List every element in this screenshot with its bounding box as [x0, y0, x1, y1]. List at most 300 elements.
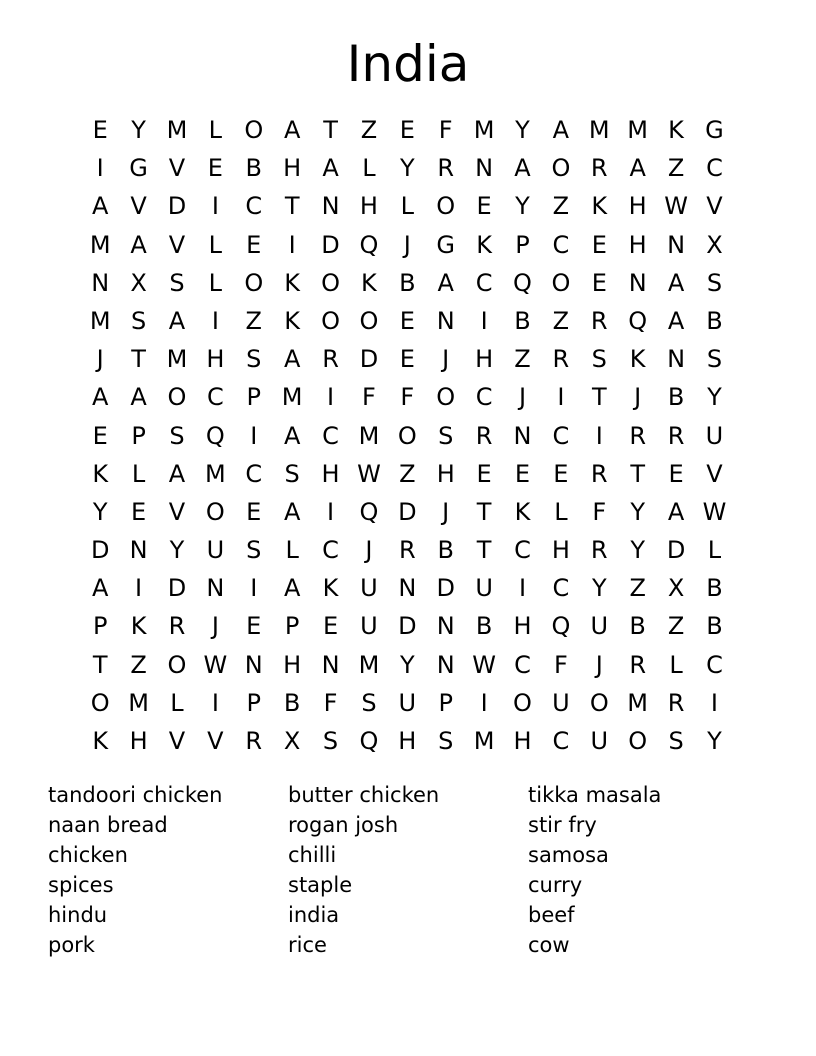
- letter-cell[interactable]: K: [514, 497, 531, 526]
- letter-cell[interactable]: I: [480, 306, 488, 335]
- letter-cell[interactable]: A: [283, 574, 301, 603]
- letter-cell[interactable]: V: [168, 497, 186, 526]
- letter-cell[interactable]: H: [129, 727, 148, 755]
- grid-row: [81, 455, 735, 493]
- letter-cell[interactable]: D: [167, 574, 187, 603]
- letter-cell[interactable]: E: [246, 612, 262, 641]
- letter-cell[interactable]: S: [322, 727, 339, 755]
- letter-cell[interactable]: M: [281, 383, 303, 412]
- letter-cell[interactable]: K: [591, 192, 608, 221]
- letter-cell[interactable]: Y: [707, 383, 722, 412]
- letter-cell[interactable]: Q: [551, 612, 571, 641]
- letter-cell[interactable]: M: [588, 116, 610, 144]
- letter-cell[interactable]: I: [288, 230, 296, 259]
- letter-cell[interactable]: J: [595, 650, 603, 679]
- letter-cell[interactable]: O: [359, 306, 379, 335]
- letter-cell[interactable]: K: [284, 306, 301, 335]
- letter-cell[interactable]: M: [627, 116, 649, 144]
- letter-cell[interactable]: O: [628, 727, 648, 755]
- letter-cell[interactable]: W: [472, 650, 496, 679]
- letter-cell[interactable]: L: [131, 459, 146, 488]
- letter-cell[interactable]: S: [130, 306, 147, 335]
- letter-cell[interactable]: I: [327, 383, 335, 412]
- letter-cell[interactable]: J: [365, 536, 373, 565]
- letter-cell[interactable]: J: [403, 230, 411, 259]
- letter-cell[interactable]: K: [92, 459, 109, 488]
- letter-cell[interactable]: R: [667, 421, 685, 450]
- letter-cell[interactable]: I: [327, 497, 335, 526]
- letter-cell[interactable]: X: [283, 727, 301, 755]
- letter-cell[interactable]: A: [168, 306, 186, 335]
- letter-cell[interactable]: O: [90, 688, 110, 717]
- letter-cell[interactable]: E: [476, 459, 492, 488]
- letter-cell[interactable]: D: [666, 536, 686, 565]
- letter-cell[interactable]: L: [170, 688, 184, 717]
- letter-cell[interactable]: M: [89, 306, 111, 335]
- letter-cell[interactable]: R: [322, 345, 339, 374]
- letter-cell[interactable]: P: [246, 688, 261, 717]
- letter-cell[interactable]: R: [168, 612, 186, 641]
- letter-cell[interactable]: O: [513, 688, 532, 717]
- letter-cell[interactable]: O: [551, 268, 571, 297]
- letter-cell[interactable]: E: [246, 497, 262, 526]
- letter-cell[interactable]: T: [630, 459, 645, 488]
- letter-cell[interactable]: I: [250, 421, 258, 450]
- letter-cell[interactable]: A: [130, 230, 147, 259]
- letter-cell[interactable]: U: [398, 688, 417, 717]
- letter-cell[interactable]: Z: [552, 192, 570, 221]
- letter-cell[interactable]: N: [244, 650, 263, 679]
- letter-cell[interactable]: C: [514, 650, 531, 679]
- letter-cell[interactable]: O: [551, 154, 571, 183]
- letter-cell[interactable]: K: [92, 727, 109, 755]
- word-item: curry: [528, 873, 583, 897]
- letter-cell[interactable]: G: [705, 116, 724, 144]
- letter-cell[interactable]: Z: [667, 612, 685, 641]
- letter-cell[interactable]: E: [399, 116, 415, 144]
- letter-cell[interactable]: E: [591, 268, 607, 297]
- letter-cell[interactable]: R: [590, 154, 608, 183]
- word-item: pork: [48, 933, 95, 957]
- letter-cell[interactable]: C: [552, 574, 570, 603]
- letter-cell[interactable]: Y: [92, 497, 108, 526]
- letter-cell[interactable]: P: [92, 612, 108, 641]
- letter-cell[interactable]: V: [168, 154, 186, 183]
- letter-cell[interactable]: S: [246, 536, 262, 565]
- letter-cell[interactable]: O: [321, 268, 340, 297]
- letter-cell[interactable]: T: [92, 650, 108, 679]
- letter-cell[interactable]: R: [437, 154, 455, 183]
- letter-cell[interactable]: O: [436, 383, 456, 412]
- letter-cell[interactable]: Q: [359, 497, 379, 526]
- letter-cell[interactable]: T: [131, 345, 146, 374]
- letter-cell[interactable]: A: [667, 497, 685, 526]
- letter-cell[interactable]: P: [438, 688, 453, 717]
- letter-cell[interactable]: F: [400, 383, 415, 412]
- letter-cell[interactable]: E: [399, 306, 415, 335]
- letter-cell[interactable]: V: [706, 459, 723, 488]
- letter-cell[interactable]: U: [705, 421, 724, 450]
- letter-cell[interactable]: K: [284, 268, 301, 297]
- letter-cell[interactable]: T: [591, 383, 607, 412]
- letter-cell[interactable]: S: [706, 268, 723, 297]
- letter-cell[interactable]: J: [442, 497, 450, 526]
- letter-cell[interactable]: L: [400, 192, 414, 221]
- letter-cell[interactable]: S: [169, 268, 185, 297]
- letter-cell[interactable]: T: [476, 497, 492, 526]
- letter-cell[interactable]: K: [322, 574, 339, 603]
- letter-cell[interactable]: M: [473, 727, 495, 755]
- letter-cell[interactable]: S: [591, 345, 607, 374]
- letter-cell[interactable]: A: [283, 116, 301, 144]
- letter-cell[interactable]: G: [129, 154, 148, 183]
- letter-cell[interactable]: J: [211, 612, 219, 641]
- letter-cell[interactable]: U: [590, 727, 609, 755]
- letter-cell[interactable]: R: [590, 306, 608, 335]
- letter-cell[interactable]: N: [436, 650, 455, 679]
- letter-cell[interactable]: N: [667, 230, 686, 259]
- letter-cell[interactable]: D: [398, 612, 417, 641]
- letter-cell[interactable]: Y: [399, 650, 415, 679]
- letter-cell[interactable]: Z: [629, 574, 646, 603]
- letter-cell[interactable]: V: [706, 192, 723, 221]
- letter-cell[interactable]: Y: [399, 154, 415, 183]
- letter-cell[interactable]: R: [475, 421, 493, 450]
- letter-cell[interactable]: P: [246, 383, 261, 412]
- letter-cell[interactable]: A: [667, 306, 685, 335]
- word-item: hindu: [48, 903, 108, 927]
- letter-cell[interactable]: R: [629, 650, 646, 679]
- letter-cell[interactable]: V: [168, 230, 186, 259]
- letter-cell[interactable]: N: [628, 268, 647, 297]
- letter-cell[interactable]: Y: [630, 497, 645, 526]
- letter-cell[interactable]: W: [664, 192, 688, 221]
- letter-cell[interactable]: L: [208, 230, 223, 259]
- letter-cell[interactable]: V: [207, 727, 224, 755]
- grid-row: [81, 684, 735, 722]
- letter-cell[interactable]: M: [627, 688, 649, 717]
- letter-cell[interactable]: Q: [359, 727, 379, 755]
- letter-cell[interactable]: H: [628, 230, 647, 259]
- letter-cell[interactable]: B: [706, 574, 723, 603]
- letter-cell[interactable]: N: [436, 612, 455, 641]
- letter-cell[interactable]: T: [284, 192, 300, 221]
- letter-cell[interactable]: W: [203, 650, 228, 679]
- letter-cell[interactable]: I: [480, 688, 488, 717]
- letter-cell[interactable]: E: [131, 497, 147, 526]
- letter-cell[interactable]: B: [475, 612, 493, 641]
- letter-cell[interactable]: C: [552, 230, 570, 259]
- letter-cell[interactable]: D: [167, 192, 187, 221]
- letter-cell[interactable]: E: [92, 116, 108, 144]
- letter-cell[interactable]: A: [283, 497, 301, 526]
- letter-cell[interactable]: U: [590, 612, 609, 641]
- letter-cell[interactable]: F: [438, 116, 453, 144]
- letter-cell[interactable]: Y: [169, 536, 185, 565]
- letter-cell[interactable]: N: [667, 345, 686, 374]
- letter-cell[interactable]: N: [321, 650, 340, 679]
- letter-cell[interactable]: A: [168, 459, 186, 488]
- letter-cell[interactable]: L: [669, 650, 683, 679]
- letter-cell[interactable]: U: [552, 688, 570, 717]
- letter-cell[interactable]: A: [629, 154, 646, 183]
- letter-cell[interactable]: N: [398, 574, 417, 603]
- letter-cell[interactable]: N: [475, 154, 494, 183]
- letter-cell[interactable]: Q: [513, 268, 532, 297]
- letter-cell[interactable]: M: [89, 230, 111, 259]
- letter-cell[interactable]: O: [321, 306, 340, 335]
- letter-cell[interactable]: A: [322, 154, 339, 183]
- letter-cell[interactable]: O: [167, 383, 187, 412]
- letter-cell[interactable]: O: [167, 650, 187, 679]
- letter-cell[interactable]: O: [436, 192, 456, 221]
- letter-cell[interactable]: J: [634, 383, 642, 412]
- letter-cell[interactable]: Y: [591, 574, 607, 603]
- letter-cell[interactable]: L: [362, 154, 376, 183]
- letter-cell[interactable]: C: [322, 536, 339, 565]
- letter-cell[interactable]: V: [130, 192, 147, 221]
- letter-cell[interactable]: Z: [552, 306, 570, 335]
- letter-cell[interactable]: F: [323, 688, 338, 717]
- letter-cell[interactable]: O: [205, 497, 225, 526]
- letter-cell[interactable]: C: [245, 192, 263, 221]
- letter-cell[interactable]: G: [436, 230, 456, 259]
- letter-cell[interactable]: A: [437, 268, 454, 297]
- word-item: naan bread: [48, 813, 168, 837]
- letter-cell[interactable]: C: [706, 154, 723, 183]
- letter-cell[interactable]: L: [707, 536, 722, 565]
- letter-cell[interactable]: H: [398, 727, 417, 755]
- letter-cell[interactable]: B: [706, 612, 723, 641]
- letter-cell[interactable]: D: [398, 497, 417, 526]
- letter-cell[interactable]: C: [552, 421, 570, 450]
- letter-cell[interactable]: H: [283, 154, 302, 183]
- letter-cell[interactable]: M: [205, 459, 226, 488]
- letter-cell[interactable]: U: [360, 574, 378, 603]
- letter-cell[interactable]: M: [358, 421, 380, 450]
- letter-cell[interactable]: B: [667, 383, 685, 412]
- letter-cell[interactable]: E: [207, 154, 223, 183]
- letter-cell[interactable]: S: [246, 345, 262, 374]
- letter-cell[interactable]: R: [552, 345, 570, 374]
- letter-cell[interactable]: E: [668, 459, 684, 488]
- letter-cell[interactable]: I: [211, 306, 219, 335]
- letter-cell[interactable]: N: [91, 268, 110, 297]
- letter-cell[interactable]: A: [552, 116, 570, 144]
- letter-cell[interactable]: I: [595, 421, 603, 450]
- letter-cell[interactable]: C: [206, 383, 224, 412]
- letter-cell[interactable]: P: [284, 612, 300, 641]
- letter-cell[interactable]: F: [553, 650, 568, 679]
- letter-cell[interactable]: O: [397, 421, 417, 450]
- letter-cell[interactable]: E: [322, 612, 339, 641]
- letter-cell[interactable]: K: [629, 345, 646, 374]
- letter-cell[interactable]: E: [92, 421, 108, 450]
- letter-cell[interactable]: P: [515, 230, 530, 259]
- letter-cell[interactable]: I: [211, 688, 219, 717]
- letter-cell[interactable]: Q: [628, 306, 648, 335]
- letter-cell[interactable]: W: [357, 459, 381, 488]
- letter-cell[interactable]: I: [557, 383, 565, 412]
- letter-cell[interactable]: E: [399, 345, 415, 374]
- letter-cell[interactable]: L: [208, 268, 223, 297]
- letter-cell[interactable]: B: [283, 688, 301, 717]
- letter-cell[interactable]: R: [245, 727, 263, 755]
- letter-cell[interactable]: M: [166, 345, 188, 374]
- letter-cell[interactable]: X: [667, 574, 685, 603]
- letter-cell[interactable]: N: [206, 574, 225, 603]
- letter-cell[interactable]: Y: [515, 192, 530, 221]
- letter-cell[interactable]: N: [436, 306, 455, 335]
- letter-cell[interactable]: S: [361, 688, 377, 717]
- letter-cell[interactable]: F: [592, 497, 607, 526]
- letter-cell[interactable]: H: [628, 192, 647, 221]
- letter-cell[interactable]: E: [553, 459, 569, 488]
- letter-cell[interactable]: J: [96, 345, 104, 374]
- letter-cell[interactable]: H: [206, 345, 225, 374]
- letter-cell[interactable]: Z: [245, 306, 262, 335]
- letter-cell[interactable]: L: [285, 536, 299, 565]
- letter-cell[interactable]: B: [629, 612, 646, 641]
- letter-cell[interactable]: J: [442, 345, 450, 374]
- grid-row: [81, 722, 735, 760]
- letter-cell[interactable]: U: [360, 612, 378, 641]
- letter-cell[interactable]: A: [283, 345, 301, 374]
- letter-cell[interactable]: I: [135, 574, 143, 603]
- letter-cell[interactable]: H: [513, 727, 532, 755]
- letter-cell[interactable]: Y: [707, 727, 722, 755]
- letter-cell[interactable]: A: [91, 574, 109, 603]
- letter-cell[interactable]: E: [476, 192, 492, 221]
- letter-cell[interactable]: K: [476, 230, 492, 259]
- letter-cell[interactable]: T: [323, 116, 338, 144]
- letter-cell[interactable]: C: [514, 536, 531, 565]
- letter-cell[interactable]: H: [475, 345, 494, 374]
- letter-cell[interactable]: W: [702, 497, 727, 526]
- letter-cell[interactable]: K: [130, 612, 147, 641]
- letter-cell[interactable]: A: [91, 383, 109, 412]
- letter-cell[interactable]: T: [476, 536, 492, 565]
- letter-cell[interactable]: L: [554, 497, 568, 526]
- grid-row: [81, 646, 735, 684]
- letter-cell[interactable]: M: [473, 116, 495, 144]
- letter-cell[interactable]: J: [518, 383, 527, 412]
- letter-cell[interactable]: B: [706, 306, 723, 335]
- letter-cell[interactable]: S: [438, 727, 454, 755]
- letter-cell[interactable]: I: [96, 154, 104, 183]
- letter-cell[interactable]: H: [513, 612, 532, 641]
- letter-cell[interactable]: A: [514, 154, 531, 183]
- letter-cell[interactable]: Y: [131, 116, 146, 144]
- letter-cell[interactable]: X: [130, 268, 147, 297]
- letter-cell[interactable]: R: [398, 536, 416, 565]
- letter-cell[interactable]: R: [590, 459, 608, 488]
- letter-cell[interactable]: O: [589, 688, 609, 717]
- letter-cell[interactable]: E: [246, 230, 262, 259]
- letter-cell[interactable]: D: [359, 345, 379, 374]
- letter-cell[interactable]: Q: [359, 230, 379, 259]
- letter-cell[interactable]: B: [514, 306, 531, 335]
- letter-cell[interactable]: S: [169, 421, 185, 450]
- letter-cell[interactable]: R: [590, 536, 608, 565]
- letter-cell[interactable]: Z: [130, 650, 147, 679]
- letter-cell[interactable]: B: [245, 154, 262, 183]
- letter-cell[interactable]: A: [130, 383, 147, 412]
- letter-cell[interactable]: V: [168, 727, 186, 755]
- letter-cell[interactable]: H: [551, 536, 570, 565]
- grid-row: [81, 187, 735, 225]
- letter-cell[interactable]: I: [250, 574, 258, 603]
- letter-cell[interactable]: D: [90, 536, 110, 565]
- word-item: butter chicken: [288, 783, 440, 807]
- letter-cell[interactable]: I: [211, 192, 219, 221]
- letter-cell[interactable]: N: [321, 192, 340, 221]
- letter-cell[interactable]: I: [710, 688, 718, 717]
- letter-cell[interactable]: A: [667, 268, 685, 297]
- letter-cell[interactable]: D: [436, 574, 455, 603]
- letter-cell[interactable]: O: [244, 268, 264, 297]
- letter-cell[interactable]: K: [361, 268, 377, 297]
- letter-cell[interactable]: E: [591, 230, 607, 259]
- letter-cell[interactable]: S: [668, 727, 684, 755]
- letter-cell[interactable]: X: [706, 230, 723, 259]
- letter-cell[interactable]: D: [321, 230, 340, 259]
- letter-cell[interactable]: Z: [399, 459, 416, 488]
- letter-cell[interactable]: B: [437, 536, 454, 565]
- letter-cell[interactable]: C: [706, 650, 723, 679]
- letter-cell[interactable]: C: [475, 383, 493, 412]
- letter-cell[interactable]: Y: [515, 116, 530, 144]
- letter-cell[interactable]: A: [91, 192, 109, 221]
- letter-cell[interactable]: U: [206, 536, 225, 565]
- letter-cell[interactable]: C: [475, 268, 493, 297]
- letter-cell[interactable]: U: [475, 574, 493, 603]
- letter-cell[interactable]: Z: [667, 154, 685, 183]
- letter-cell[interactable]: H: [283, 650, 302, 679]
- letter-cell[interactable]: B: [399, 268, 416, 297]
- letter-cell[interactable]: P: [131, 421, 146, 450]
- letter-cell[interactable]: F: [362, 383, 376, 412]
- letter-cell[interactable]: H: [436, 459, 455, 488]
- letter-cell[interactable]: C: [552, 727, 570, 755]
- grid-row: [81, 531, 735, 569]
- letter-cell[interactable]: R: [629, 421, 646, 450]
- letter-cell[interactable]: K: [668, 116, 684, 144]
- letter-cell[interactable]: C: [322, 421, 339, 450]
- letter-cell[interactable]: I: [518, 574, 527, 603]
- letter-cell[interactable]: S: [284, 459, 300, 488]
- letter-cell[interactable]: M: [166, 116, 188, 144]
- letter-cell[interactable]: Y: [630, 536, 645, 565]
- letter-cell[interactable]: M: [358, 650, 380, 679]
- letter-cell[interactable]: L: [208, 116, 223, 144]
- letter-cell[interactable]: S: [438, 421, 454, 450]
- letter-cell[interactable]: E: [514, 459, 531, 488]
- letter-cell[interactable]: H: [359, 192, 378, 221]
- letter-cell[interactable]: R: [667, 688, 685, 717]
- letter-cell[interactable]: N: [513, 421, 532, 450]
- letter-cell[interactable]: C: [245, 459, 263, 488]
- letter-cell[interactable]: Q: [205, 421, 225, 450]
- letter-cell[interactable]: A: [283, 421, 301, 450]
- letter-cell[interactable]: M: [128, 688, 149, 717]
- letter-cell[interactable]: N: [129, 536, 148, 565]
- letter-cell[interactable]: Z: [514, 345, 531, 374]
- letter-cell[interactable]: O: [244, 116, 264, 144]
- letter-cell[interactable]: H: [321, 459, 340, 488]
- letter-cell[interactable]: Z: [360, 116, 378, 144]
- letter-cell[interactable]: S: [706, 345, 723, 374]
